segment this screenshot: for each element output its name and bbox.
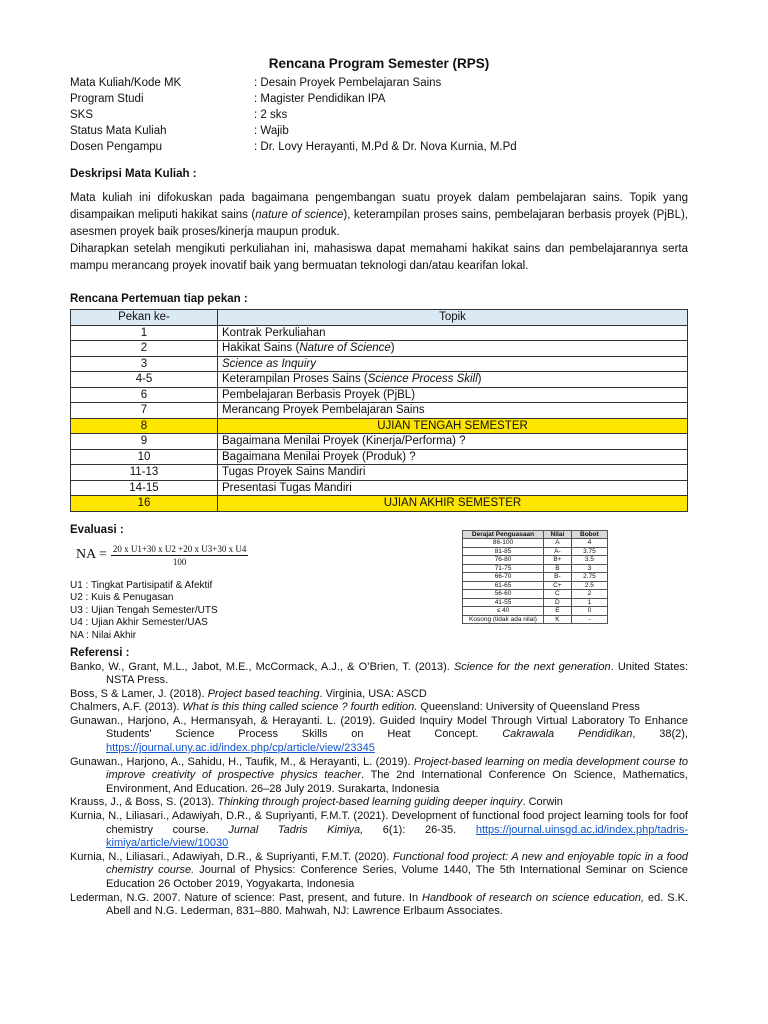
document-page: [70, 56, 688, 919]
grade-cell: 86-100: [463, 539, 544, 548]
formula-numerator: 20 x U1+30 x U2 +20 x U3+30 x U4: [112, 543, 247, 554]
grade-cell: 61-65: [463, 581, 544, 590]
topic-cell: [218, 356, 688, 372]
table-row: [71, 434, 688, 450]
grade-row: [463, 581, 608, 590]
schedule-heading: Rencana Pertemuan tiap pekan :: [70, 293, 248, 305]
column-header-topic: Topik: [218, 310, 688, 326]
week-cell: 9: [71, 434, 218, 450]
table-row: [71, 387, 688, 403]
text-run: ): [477, 373, 482, 386]
meta-row: [70, 75, 688, 91]
meta-row: [70, 91, 688, 107]
topic-cell: [218, 341, 688, 357]
table-row-exam: [71, 496, 688, 512]
legend-item: U1 : Tingkat Partisipatif & Afektif: [70, 579, 213, 591]
table-row: [71, 465, 688, 481]
text-run: ), keterampilan proses sains, pembelajaran berbasis proyek (PjBL), asesmen proyek baik proses/kinerja maupun produk.: [70, 209, 688, 238]
grade-cell: 3: [571, 564, 607, 573]
text-run-italic: Thinking through project-based learning guiding deeper inquiry: [217, 796, 523, 809]
grade-header: Bobot: [571, 530, 607, 539]
week-cell: 11-13: [71, 465, 218, 481]
text-run: Krauss, J., & Boss, S. (2013).: [70, 796, 218, 809]
meta-value: : Desain Proyek Pembelajaran Sains: [254, 77, 442, 89]
text-run: . Virginia, USA: ASCD: [319, 687, 427, 700]
evaluation-section: [70, 524, 688, 642]
text-run-italic: Functional food project: A new and enjoyable topic in a food chemistry course.: [106, 850, 689, 877]
description-paragraph-2: Diharapkan setelah mengikuti perkuliahan ini, mahasiswa dapat memahami hakikat sains dan pembelajarannya serta mampu merancang proyek inovatif baik yang bermuatan teknologi dan/atau kearifan lokal.: [70, 243, 688, 272]
reference-link[interactable]: https://journal.uny.ac.id/index.php/cp/article/view/23345: [106, 742, 375, 755]
grade-cell: ≤ 40: [463, 607, 544, 616]
week-cell: 8: [71, 418, 218, 434]
text-run: Banko, W., Grant, M.L., Jabot, M.E., McCormack, A.J., & O’Brien, T. (2013).: [70, 660, 454, 673]
grade-row: [463, 564, 608, 573]
reference-item: [70, 810, 688, 851]
table-row: [71, 372, 688, 388]
grade-cell: 81-85: [463, 547, 544, 556]
text-run: Lederman, N.G. 2007. Nature of science: Past, present, and future. In: [70, 891, 422, 904]
grade-cell: C+: [544, 581, 572, 590]
table-row: [71, 341, 688, 357]
grade-cell: 2.75: [571, 573, 607, 582]
text-run-italic: What is this thing called science ? fourth edition.: [182, 701, 418, 714]
legend-item: U3 : Ujian Tengah Semester/UTS: [70, 604, 218, 616]
grade-cell: 2.5: [571, 581, 607, 590]
text-run: . United States: NSTA Press.: [106, 660, 688, 687]
text-run: Kurnia, N., Liliasari., Adawiyah, D.R., & Supriyanti, F.M.T. (2021). Development of functional food project learning tools for foof chemistry course.: [70, 810, 688, 836]
text-run-italic: Project based teaching: [207, 687, 320, 700]
meta-key: Program Studi: [70, 93, 144, 105]
legend-item: NA : Nilai Akhir: [70, 629, 137, 641]
grade-cell: -: [571, 615, 607, 624]
references-list: [70, 661, 688, 919]
week-cell: 3: [71, 356, 218, 372]
grade-cell: 41-55: [463, 598, 544, 607]
text-run-italic: Jurnal Tadris Kimiya,: [228, 823, 364, 836]
text-run-italic: Science as Inquiry: [222, 357, 316, 370]
reference-item: [70, 851, 688, 892]
references-heading: Referensi :: [70, 646, 130, 659]
grade-header: Nilai: [544, 530, 572, 539]
grade-row: [463, 607, 608, 616]
meta-row: [70, 107, 688, 123]
text-run-italic: Handbook of research on science education,: [422, 891, 645, 904]
description-paragraph-1: [70, 190, 688, 241]
meta-value: : Magister Pendidikan IPA: [254, 93, 386, 105]
topic-cell: UJIAN AKHIR SEMESTER: [218, 496, 688, 512]
meta-value: : Wajib: [254, 125, 289, 137]
meta-key: Dosen Pengampu: [70, 141, 163, 153]
text-run: Keterampilan Proses Sains (: [222, 373, 368, 386]
reference-link[interactable]: https://journal.uinsgd.ac.id/index.php/tadris-kimiya/article/view/10030: [106, 823, 689, 850]
description-heading: Deskripsi Mata Kuliah :: [70, 168, 197, 180]
meta-key: SKS: [70, 109, 94, 121]
text-run-italic: Nature of Science: [299, 342, 391, 355]
reference-item: [70, 661, 688, 688]
text-run: Kurnia, N., Liliasari., Adawiyah, D.R., & Supriyanti, F.M.T. (2020).: [70, 850, 393, 863]
text-run: Mata kuliah ini difokuskan pada bagaimana pengembangan suatu proyek dalam pembelajaran sains. Topik yang disampaikan meliputi hakikat sains (: [70, 192, 688, 221]
grade-cell: D: [544, 598, 572, 607]
grade-cell: Kosong (tidak ada nilai): [463, 615, 544, 624]
topic-cell: [218, 372, 688, 388]
legend-item: U2 : Kuis & Penugasan: [70, 592, 174, 603]
grade-cell: 1: [571, 598, 607, 607]
schedule-table: [70, 309, 688, 512]
grade-cell: 71-75: [463, 564, 544, 573]
grade-row: [463, 598, 608, 607]
week-cell: 1: [71, 325, 218, 341]
grade-table: [462, 530, 608, 625]
table-row-exam: [71, 418, 688, 434]
text-run: Chalmers, A.F. (2013).: [70, 701, 183, 714]
text-run-italic: Project-based learning on media development course to improve creativity of prospective physics teacher: [106, 755, 689, 782]
text-run-italic: nature of science: [255, 209, 344, 221]
grade-cell: 2: [571, 590, 607, 599]
grade-cell: 0: [571, 607, 607, 616]
week-cell: 10: [71, 449, 218, 465]
meta-value: : 2 sks: [254, 109, 288, 121]
text-run: . Corwin: [522, 796, 563, 809]
grade-cell: 3.5: [571, 556, 607, 565]
week-cell: 4-5: [71, 372, 218, 388]
table-row: [71, 356, 688, 372]
reference-item: [70, 715, 688, 756]
reference-item: [70, 756, 688, 797]
topic-cell: Presentasi Tugas Mandiri: [218, 480, 688, 496]
text-run: Hakikat Sains (: [222, 342, 300, 355]
meta-value: : Dr. Lovy Herayanti, M.Pd & Dr. Nova Kurnia, M.Pd: [254, 141, 517, 153]
topic-cell: Merancang Proyek Pembelajaran Sains: [218, 403, 688, 419]
meta-key: Status Mata Kuliah: [70, 125, 167, 137]
reference-item: [70, 701, 688, 715]
meta-key: Mata Kuliah/Kode MK: [70, 77, 182, 89]
grade-cell: B-: [544, 573, 572, 582]
grade-cell: E: [544, 607, 572, 616]
grade-header-row: [463, 530, 608, 539]
table-row: [71, 480, 688, 496]
grade-cell: C: [544, 590, 572, 599]
legend-item: U4 : Ujian Akhir Semester/UAS: [70, 617, 208, 628]
grade-cell: 56-60: [463, 590, 544, 599]
course-meta: [70, 75, 688, 155]
grade-cell: 3.75: [571, 547, 607, 556]
formula-denominator: 100: [172, 556, 187, 567]
text-run: . The 2nd International Conference On Science, Mathematics, Environment, And Education. 26–28 July 2019. Surakarta, Indonesia: [106, 769, 688, 795]
topic-cell: Kontrak Perkuliahan: [218, 325, 688, 341]
reference-item: [70, 796, 688, 810]
grade-cell: B+: [544, 556, 572, 565]
text-run-italic: Science Process Skill: [367, 373, 478, 386]
table-row: [71, 403, 688, 419]
grade-cell: A: [544, 539, 572, 548]
text-run: Boss, S & Lamer, J. (2018).: [70, 687, 208, 700]
grade-formula: [76, 544, 248, 567]
week-cell: 2: [71, 341, 218, 357]
grade-cell: B: [544, 564, 572, 573]
topic-cell: Bagaimana Menilai Proyek (Kinerja/Performa) ?: [218, 434, 688, 450]
topic-cell: Bagaimana Menilai Proyek (Produk) ?: [218, 449, 688, 465]
text-run: 6(1): 26-35.: [363, 823, 476, 836]
grade-cell: 76-80: [463, 556, 544, 565]
text-run: Journal of Physics: Conference Series, Volume 1440, The 5th International Seminar on Science Education 26 October 2019, Yogyakarta, Indonesia: [106, 864, 688, 890]
grade-cell: 66-70: [463, 573, 544, 582]
meta-row: [70, 123, 688, 139]
grade-cell: K: [544, 615, 572, 624]
table-row: [71, 449, 688, 465]
meta-row: [70, 139, 688, 155]
text-run: Queensland: University of Queensland Press: [417, 701, 640, 714]
formula-fraction: [111, 544, 248, 567]
text-run: Gunawan., Harjono, A., Sahidu, H., Taufik, M., & Herayanti, L. (2019).: [70, 755, 414, 768]
text-run: Gunawan., Harjono, A., Hermansyah, & Herayanti. L. (2019). Guided Inquiry Model Through Virtual Laboratory To Enhance Students' Science Process Skills on Heat Concept.: [70, 714, 688, 741]
text-run-italic: Cakrawala Pendidikan: [502, 728, 633, 741]
text-run: , 38(2),: [632, 728, 688, 741]
table-row: [71, 325, 688, 341]
reference-item: [70, 688, 688, 702]
grade-row: [463, 615, 608, 624]
grade-cell: 4: [571, 539, 607, 548]
text-run: ed. S.K. Abell and N.G. Lederman, 831–880. Mahwah, NJ: Lawrence Erlbaum Associates.: [106, 891, 688, 918]
week-cell: 7: [71, 403, 218, 419]
topic-cell: UJIAN TENGAH SEMESTER: [218, 418, 688, 434]
grade-header: Derajat Penguasaan: [463, 530, 544, 539]
reference-item: [70, 892, 688, 919]
text-run: ): [390, 342, 395, 355]
topic-cell: Pembelajaran Berbasis Proyek (PjBL): [218, 387, 688, 403]
week-cell: 6: [71, 387, 218, 403]
grade-row: [463, 556, 608, 565]
grade-row: [463, 539, 608, 548]
evaluation-legend: [70, 580, 218, 643]
grade-row: [463, 573, 608, 582]
document-title: Rencana Program Semester (RPS): [268, 56, 490, 71]
grade-row: [463, 590, 608, 599]
table-header-row: [71, 310, 688, 326]
week-cell: 16: [71, 496, 218, 512]
grade-cell: A-: [544, 547, 572, 556]
evaluation-heading: Evaluasi :: [70, 523, 124, 536]
column-header-week: Pekan ke-: [71, 310, 218, 326]
grade-row: [463, 547, 608, 556]
formula-lhs: NA =: [76, 547, 107, 562]
topic-cell: Tugas Proyek Sains Mandiri: [218, 465, 688, 481]
week-cell: 14-15: [71, 480, 218, 496]
text-run-italic: Science for the next generation: [453, 660, 611, 673]
